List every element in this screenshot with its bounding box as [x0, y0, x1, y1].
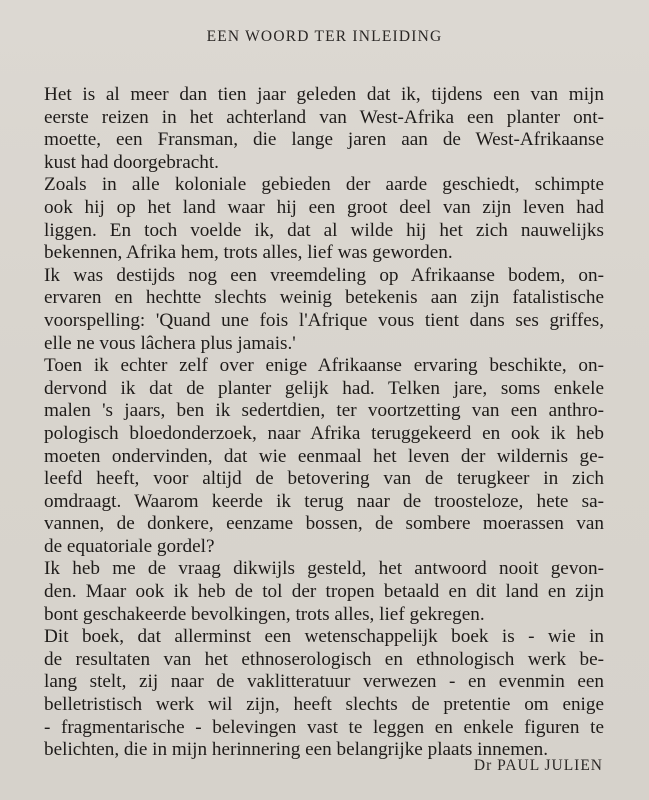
text-line: voorspelling: 'Quand une fois l'Afrique vous tient dans ses griffes, — [44, 309, 604, 331]
text-line: liggen. En toch voelde ik, dat al wilde hij het zich nauwelijks — [44, 219, 604, 241]
text-line: Toen ik echter zelf over enige Afrikaanse ervaring beschikte, on- — [44, 355, 604, 377]
paragraph — [44, 265, 604, 355]
text-line: kust had doorgebracht. — [44, 151, 219, 173]
text-line: belletristisch werk wil zijn, heeft slechts de pretentie om enige — [44, 694, 604, 716]
text-line: den. Maar ook ik heb de tol der tropen betaald en dit land en zijn — [44, 581, 604, 603]
text-line: de resultaten van het ethnoserologisch en ethnologisch werk be- — [44, 648, 604, 670]
paragraph — [44, 84, 604, 174]
paragraph — [44, 626, 604, 762]
text-line: Dit boek, dat allerminst een wetenschappelijk boek is - wie in — [44, 626, 604, 648]
text-line: lang stelt, zij naar de vaklitteratuur verwezen - en evenmin een — [44, 671, 604, 693]
text-line: dervond ik dat de planter gelijk had. Telken jare, soms enkele — [44, 377, 604, 399]
text-line: malen 's jaars, ben ik sedertdien, ter voortzetting van een anthro- — [44, 400, 604, 422]
text-line: pologisch bloedonderzoek, naar Afrika teruggekeerd en ook ik heb — [44, 422, 604, 444]
text-line: eerste reizen in het achterland van West-Afrika een planter ont- — [44, 106, 604, 128]
text-line: ook hij op het land waar hij een groot deel van zijn leven had — [44, 196, 604, 218]
text-line: Ik was destijds nog een vreemdeling op Afrikaanse bodem, on- — [44, 264, 604, 286]
text-line: - fragmentarische - belevingen vast te leggen en enkele figuren te — [44, 716, 604, 738]
text-line: moette, een Fransman, die lange jaren aan de West-Afrikaanse — [44, 129, 604, 151]
text-line: ervaren en hechtte slechts weinig betekenis aan zijn fatalistische — [44, 287, 604, 309]
paragraph — [44, 174, 604, 264]
text-line: bekennen, Afrika hem, trots alles, lief was geworden. — [44, 242, 453, 264]
text-line: vannen, de donkere, eenzame bossen, de sombere moerassen van — [44, 513, 604, 535]
paragraph — [44, 355, 604, 558]
text-line: Ik heb me de vraag dikwijls gesteld, het antwoord nooit gevon- — [44, 558, 604, 580]
text-line: bont geschakeerde bevolkingen, trots alles, lief gekregen. — [44, 603, 485, 625]
text-line: leefd heeft, voor altijd de betovering van de terugkeer in zich — [44, 468, 604, 490]
body-text — [44, 84, 604, 762]
text-line: Zoals in alle koloniale gebieden der aarde geschiedt, schimpte — [44, 174, 604, 196]
text-line: de equatoriale gordel? — [44, 535, 215, 557]
text-line: elle ne vous lâchera plus jamais.' — [44, 332, 296, 354]
text-line: belichten, die in mijn herinnering een belangrijke plaats innemen. — [44, 739, 549, 761]
author-signature: Dr PAUL JULIEN — [473, 757, 603, 774]
text-line: moeten ondervinden, dat wie eenmaal het leven der wildernis ge- — [44, 445, 604, 467]
text-line: omdraagt. Waarom keerde ik terug naar de troosteloze, hete sa- — [44, 490, 604, 512]
text-line: Het is al meer dan tien jaar geleden dat ik, tijdens een van mijn — [44, 84, 604, 105]
page-title: EEN WOORD TER INLEIDING — [206, 28, 443, 45]
paragraph — [44, 558, 604, 626]
